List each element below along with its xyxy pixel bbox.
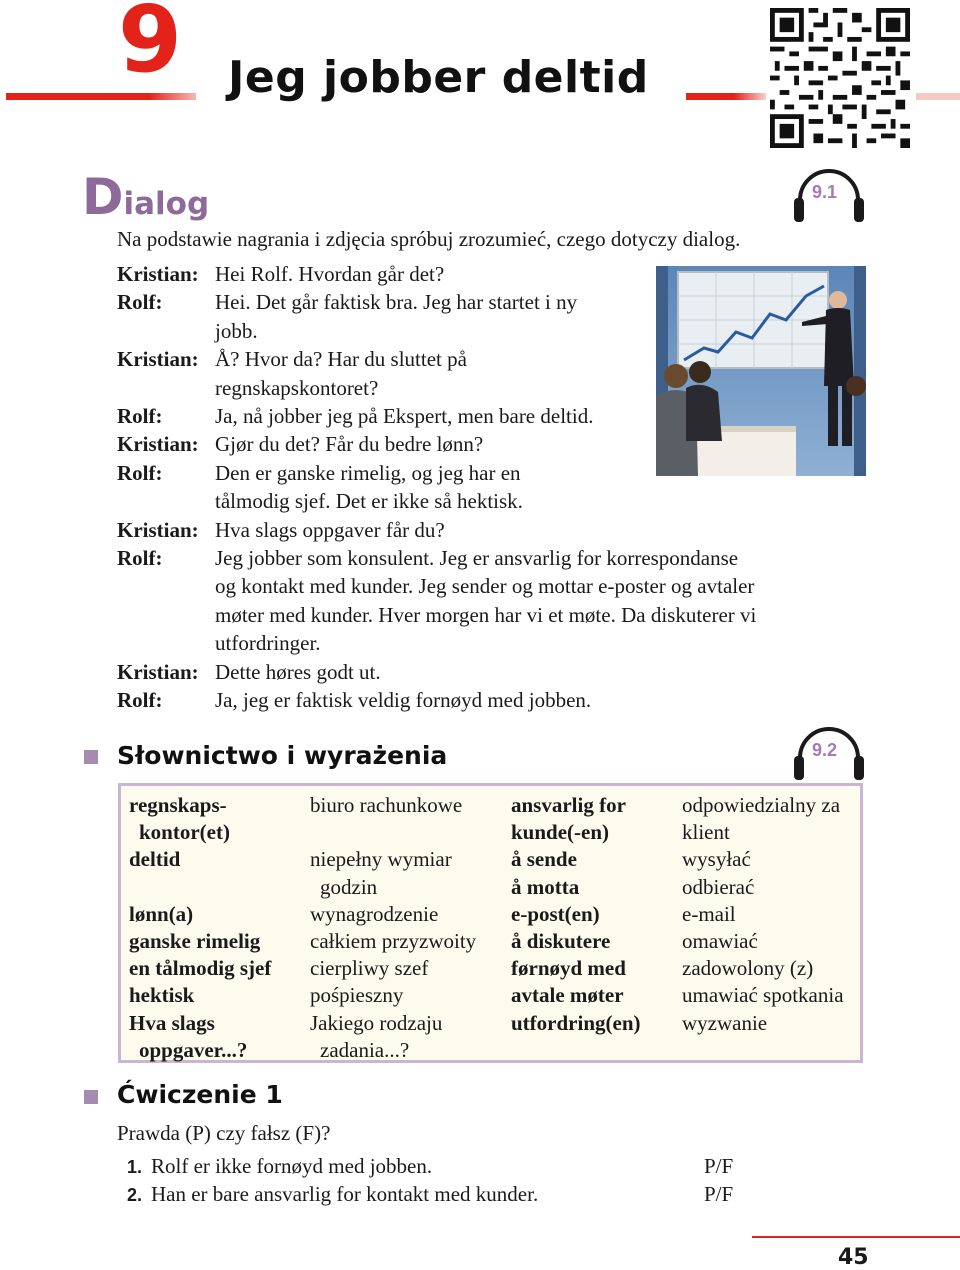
dialog-utterance: Å? Hvor da? Har du sluttet på (215, 347, 467, 372)
exercise-item (127, 1154, 432, 1179)
vocab-translation: biuro rachunkowe (310, 793, 463, 817)
dialog-utterance: Hei. Det går faktisk bra. Jeg har startet i ny (215, 290, 578, 315)
dialog-speaker (117, 629, 215, 657)
dialog-instruction: Na podstawie nagrania i zdjęcia spróbuj zrozumieć, czego dotyczy dialog. (117, 227, 741, 251)
dialog-speaker: Rolf: (117, 460, 163, 485)
vocab-translation (310, 819, 476, 846)
vocab-translation: cierpliwy szef (310, 956, 429, 981)
vocab-translation: wysyłać (682, 847, 751, 872)
office-presentation-photo (656, 266, 866, 476)
dialog-line (117, 516, 837, 544)
dialog-speaker (117, 572, 215, 600)
exercise-item-text: Rolf er ikke fornøyd med jobben. (151, 1154, 433, 1178)
vocab-term: ganske rimelig (129, 929, 261, 954)
vocab-term: regnskaps- (129, 793, 227, 817)
audio-track-number: 9.2 (812, 740, 838, 760)
vocab-term: avtale møter (511, 983, 624, 1008)
vocab-column-norwegian-1 (129, 792, 271, 1064)
vocab-term: deltid (129, 847, 181, 872)
header-rule-right (686, 93, 766, 100)
section-heading-initial: D (82, 168, 124, 226)
vocab-translation: odpowiedzialny za (682, 793, 841, 817)
vocab-term: hektisk (129, 983, 195, 1008)
dialog-utterance: Dette høres godt ut. (215, 659, 381, 684)
dialog-line (117, 601, 837, 629)
audio-track-number: 9.1 (812, 182, 838, 202)
dialog-utterance: Hva slags oppgaver får du? (215, 517, 445, 542)
vocab-translation: umawiać spotkania (682, 983, 844, 1008)
dialog-speaker: Rolf: (117, 546, 163, 571)
vocabulary-box (118, 783, 863, 1063)
chapter-number: 9 (118, 0, 183, 93)
vocab-translation: godzin (320, 874, 378, 899)
section-heading-exercise: Ćwiczenie 1 (117, 1080, 283, 1109)
dialog-utterance: regnskapskontoret? (215, 375, 379, 400)
qr-code-icon[interactable] (770, 8, 910, 148)
vocab-term (129, 874, 271, 901)
vocab-term: oppgaver...? (139, 1037, 248, 1062)
footer-rule (752, 1236, 960, 1238)
dialog-utterance: møter med kunder. Hver morgen har vi et møte. Da diskuterer vi (215, 602, 757, 627)
vocab-translation: klient (682, 820, 730, 845)
dialog-line (117, 686, 837, 714)
section-heading-dialog (82, 168, 210, 226)
dialog-utterance: jobb. (215, 318, 258, 343)
vocab-term: å motta (511, 874, 580, 899)
dialog-line (117, 487, 837, 515)
vocab-translation: niepełny wymiar (310, 847, 452, 872)
dialog-speaker (117, 374, 215, 402)
vocab-translation: wyzwanie (682, 1010, 768, 1035)
vocab-translation: wynagrodzenie (310, 901, 439, 926)
dialog-utterance: Hei Rolf. Hvordan går det? (215, 262, 445, 286)
vocab-translation: e-mail (682, 901, 736, 926)
dialog-utterance: og kontakt med kunder. Jeg sender og mottar e-poster og avtaler (215, 574, 755, 599)
vocab-translation: zadania...? (320, 1037, 410, 1062)
dialog-speaker: Rolf: (117, 290, 163, 315)
true-false-choice[interactable]: P/F (704, 1182, 734, 1206)
dialog-line (117, 544, 837, 572)
dialog-speaker: Kristian: (117, 347, 199, 372)
vocab-translation: zadowolony (z) (682, 956, 814, 981)
dialog-speaker: Kristian: (117, 517, 199, 542)
exercise-instruction: Prawda (P) czy fałsz (F)? (117, 1121, 331, 1145)
vocab-term: utfordring(en) (511, 1010, 641, 1035)
vocab-column-polish-2 (682, 792, 844, 1037)
exercise-item (127, 1182, 538, 1207)
dialog-line (117, 629, 837, 657)
vocab-term: å sende (511, 847, 577, 872)
section-heading-vocabulary: Słownictwo i wyrażenia (117, 741, 448, 770)
dialog-speaker (117, 317, 215, 345)
dialog-speaker: Kristian: (117, 659, 199, 684)
header-rule-left (6, 93, 196, 100)
dialog-utterance: Gjør du det? Får du bedre lønn? (215, 432, 484, 457)
vocab-translation: pośpieszny (310, 983, 404, 1008)
true-false-choice[interactable]: P/F (704, 1154, 734, 1178)
exercise-item-text: Han er bare ansvarlig for kontakt med kunder. (151, 1182, 539, 1206)
header-rule-far-right (916, 93, 960, 100)
dialog-speaker (117, 487, 215, 515)
dialog-utterance: Jeg jobber som konsulent. Jeg er ansvarlig for korrespondanse (215, 546, 739, 571)
vocab-translation: Jakiego rodzaju (310, 1010, 443, 1035)
section-bullet-icon (84, 750, 98, 764)
vocab-term: lønn(a) (129, 901, 194, 926)
vocab-column-norwegian-2 (511, 792, 641, 1037)
dialog-speaker (117, 601, 215, 629)
dialog-speaker: Rolf: (117, 404, 163, 429)
dialog-utterance: tålmodig sjef. Det er ikke så hektisk. (215, 489, 523, 514)
vocab-term: kunde(-en) (511, 820, 610, 845)
vocab-term: ansvarlig for (511, 793, 626, 817)
dialog-speaker: Kristian: (117, 432, 199, 457)
exercise-item-number: 2. (127, 1185, 143, 1205)
vocab-term: en tålmodig sjef (129, 956, 272, 981)
vocab-term: e-post(en) (511, 901, 600, 926)
dialog-utterance: Den er ganske rimelig, og jeg har en (215, 460, 521, 485)
dialog-speaker: Rolf: (117, 688, 163, 713)
dialog-utterance: Ja, jeg er faktisk veldig fornøyd med jobben. (215, 688, 592, 713)
vocab-translation: omawiać (682, 929, 758, 954)
vocab-term: Hva slags (129, 1010, 215, 1035)
dialog-line (117, 572, 837, 600)
vocab-term: kontor(et) (139, 820, 230, 845)
dialog-speaker: Kristian: (117, 262, 199, 286)
vocab-translation: całkiem przyzwoity (310, 929, 477, 954)
dialog-utterance: utfordringer. (215, 631, 321, 656)
section-bullet-icon (84, 1090, 98, 1104)
exercise-item-number: 1. (127, 1157, 143, 1177)
vocab-term: førnøyd med (511, 956, 626, 981)
page-number: 45 (838, 1245, 869, 1270)
section-heading-rest: ialog (123, 186, 210, 222)
dialog-utterance: Ja, nå jobber jeg på Ekspert, men bare deltid. (215, 404, 594, 429)
chapter-title: Jeg jobber deltid (228, 52, 649, 103)
vocab-column-polish-1 (310, 792, 476, 1064)
vocab-translation: odbierać (682, 874, 755, 899)
dialog-line (117, 658, 837, 686)
vocab-term: å diskutere (511, 929, 611, 954)
